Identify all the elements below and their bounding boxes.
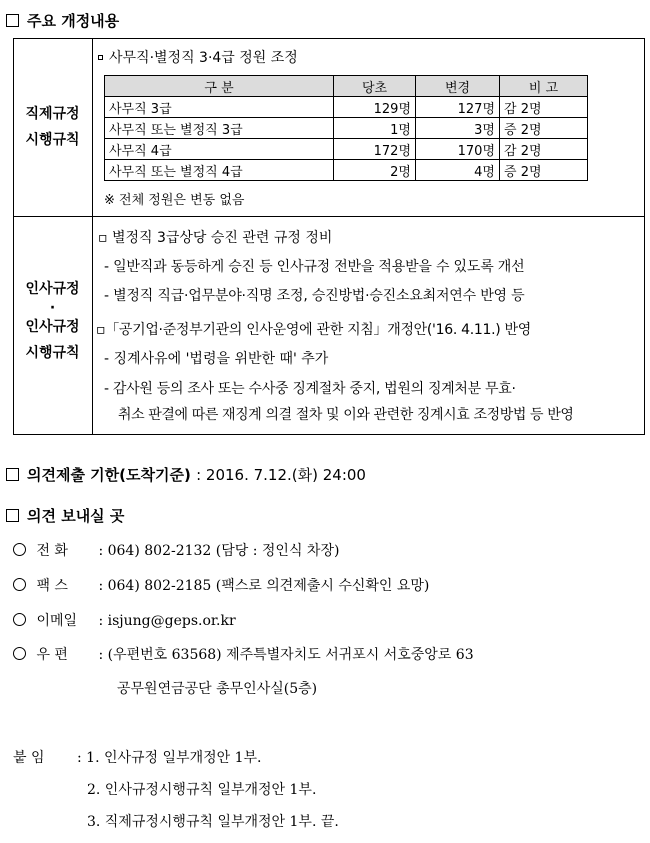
label-line: 시행규칙 [25, 132, 80, 148]
sub-item: - 일반직과 동등하게 승진 등 인사규정 전반을 적용받을 수 있도록 개선 [104, 259, 525, 275]
label-line: 인사규정 [25, 281, 80, 297]
label-line: 직제규정 [25, 106, 80, 122]
cell: 127명 [416, 97, 500, 118]
section-heading-changes [6, 10, 119, 31]
cell: 사무직 4급 [105, 139, 334, 160]
note-total-unchanged: ※ 전체 정원은 변동 없음 [104, 193, 245, 208]
quota-table [104, 75, 588, 181]
table-header-row [105, 76, 588, 97]
cell: 사무직 3급 [105, 97, 334, 118]
cell: 감 2명 [500, 97, 588, 118]
cell: 2명 [334, 160, 416, 181]
circle-bullet-icon [13, 613, 26, 626]
sub-item: - 별정직 직급·업무분야·직명 조정, 승진방법·승진소요최저연수 반영 등 [104, 288, 525, 304]
row-label-org-rules [13, 101, 92, 153]
section-title: 의견 보내실 곳 [27, 507, 125, 525]
sub-item: - 감사원 등의 조사 또는 수사중 징계절차 중지, 법원의 징계처분 무효· [104, 381, 516, 397]
circle-bullet-icon [13, 543, 26, 556]
section-title: 주요 개정내용 [27, 12, 120, 30]
table-row [105, 97, 588, 118]
circle-bullet-icon [13, 647, 26, 660]
address-line-2: 공무원연금공단 총무인사실(5층) [117, 681, 318, 697]
contact-label: 우 편 [36, 647, 68, 663]
col-header-remarks: 비 고 [500, 76, 588, 97]
label-line: · [49, 300, 56, 316]
circle-bullet-icon [13, 578, 26, 591]
bullet-special-promotion: ▫ 별정직 3급상당 승진 관련 규정 정비 [98, 230, 333, 246]
contact-email[interactable] [13, 610, 236, 630]
table-row [105, 160, 588, 181]
col-header-category: 구 분 [105, 76, 334, 97]
attachments-label: 붙 임 [13, 750, 45, 766]
checkbox-square-icon [6, 14, 19, 27]
attachment-item: 3. 직제규정시행규칙 일부개정안 1부. 끝. [87, 814, 339, 830]
contact-value: : 064) 802-2185 (팩스로 의견제출시 수신확인 요망) [98, 578, 430, 594]
contact-value: : (우편번호 63568) 제주특별자치도 서귀포시 서호중앙로 63 [98, 647, 474, 663]
label-line: 시행규칙 [25, 345, 80, 361]
attachment-item: 2. 인사규정시행규칙 일부개정안 1부. [87, 782, 317, 798]
bullet-guideline-reflect: ▫「공기업·준정부기관의 인사운영에 관한 지침」개정안('16. 4.11.) 반영 [96, 322, 531, 338]
cell: 172명 [334, 139, 416, 160]
cell: 170명 [416, 139, 500, 160]
cell: 1명 [334, 118, 416, 139]
cell: 증 2명 [500, 160, 588, 181]
table-divider-vertical [92, 38, 93, 435]
cell: 사무직 또는 별정직 3급 [105, 118, 334, 139]
contact-label: 팩 스 [36, 578, 68, 594]
contact-fax [13, 575, 429, 595]
attachments-line-1 [13, 747, 261, 767]
table-row [105, 118, 588, 139]
cell: 3명 [416, 118, 500, 139]
deadline-value: : 2016. 7.12.(화) 24:00 [196, 466, 366, 484]
col-header-after: 변경 [416, 76, 500, 97]
sub-item: - 징계사유에 '법령을 위반한 때' 추가 [104, 351, 329, 367]
cell: 129명 [334, 97, 416, 118]
bullet-quota-adjust [98, 47, 298, 67]
checkbox-square-icon [6, 509, 19, 522]
col-header-before: 당초 [334, 76, 416, 97]
contact-label: 이메일 [36, 613, 78, 629]
contact-phone [13, 540, 339, 560]
bullet-text: 사무직·별정직 3·4급 정원 조정 [109, 50, 298, 66]
row-label-personnel-rules [13, 276, 92, 366]
section-heading-send-to [6, 505, 124, 526]
square-bullet-icon [98, 55, 103, 60]
table-divider-horizontal [13, 216, 645, 217]
cell: 사무직 또는 별정직 4급 [105, 160, 334, 181]
section-heading-deadline [6, 464, 366, 485]
contact-value[interactable]: : isjung@geps.or.kr [98, 613, 236, 629]
cell: 감 2명 [500, 139, 588, 160]
attachment-item: : 1. 인사규정 일부개정안 1부. [77, 750, 262, 766]
sub-item-continued: 취소 판결에 따른 재징계 의결 절차 및 이와 관련한 징계시효 조정방법 등 반영 [118, 407, 574, 423]
contact-label: 전 화 [36, 543, 68, 559]
contact-value: : 064) 802-2132 (담당 : 정인식 차장) [98, 543, 340, 559]
cell: 증 2명 [500, 118, 588, 139]
table-row [105, 139, 588, 160]
label-line: 인사규정 [25, 319, 80, 335]
contact-mail [13, 644, 474, 664]
checkbox-square-icon [6, 468, 19, 481]
section-title: 의견제출 기한(도착기준) [27, 466, 191, 484]
cell: 4명 [416, 160, 500, 181]
